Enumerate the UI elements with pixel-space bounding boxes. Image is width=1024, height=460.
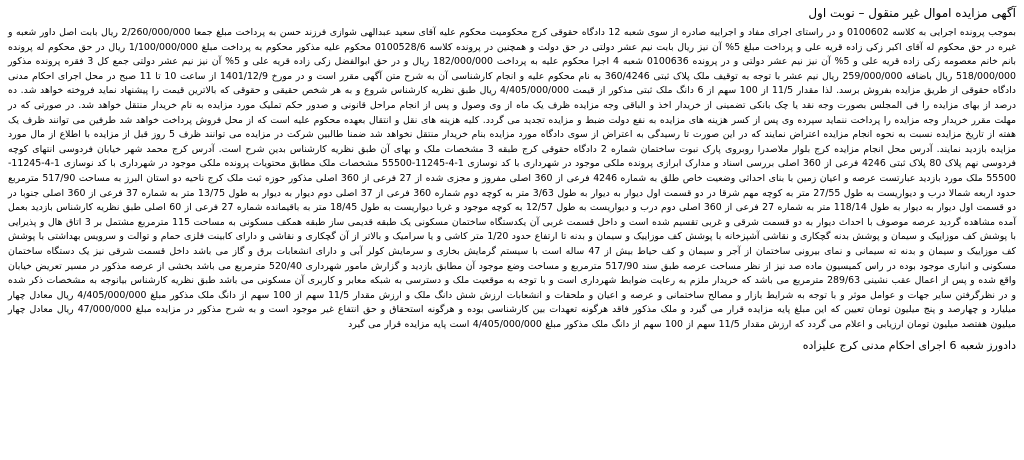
notice-title: آگهی مزایده اموال غیر منقول – نوبت اول [808, 6, 1016, 20]
notice-body: بموجب پرونده اجرایی به کلاسه 0100602 و در راستای اجرای مفاد و اجراییه صادره از سوی شعبه 12 دادگاه حقوقی کرج محکومیت محکوم علیه آقای سعید عبدالهی شوازی فرزند حسن به پرداخت مبلغ جمعا 2/260/000/000 ریال بابت اصل داور شعبه و غیره در حق محکوم له آقای اکبر زکی زاده قریه علی و پرداخت مبلغ 5% آن نیز ریال بابت نیم عشر دولتی در حق دولت و همچنین در پرونده کلاسه 0100528/6 محکوم علیه مذکور محکوم به پرداخت مبلغ 1/100/000/000 ریال در حق محکوم له پرونده بانم خانم معصومه زکی زاده قریه علی و 5% آن نیز نیم عشر دولتی و در پرونده 0100636 شعبه 4 اجرا محکوم علیه به پرداخت 182/000/000 ریال و در حق ابوالفضل زکی زاده قریه علی و 5% آن نیز نیم عشر دولتی جمع کل 3 فقره پرونده مذکور 518/000/000 ریال باضافه 259/000/000 ریال نیم عشر با توجه به توقیف ملک پلاک ثبتی 360/4246 به نام محکوم علیه و انجام کارشناسی آن به شرح متن آگهی مقرر است و در مورخ 1401/12/9 از ساعت 10 تا 11 صبح در محل اجرای احکام مدنی دادگاه حقوقی از طریق مزایده بفروش برسد. لذا مقدار 11/5 از 100 سهم از 6 دانگ ملک ثبتی مذکور از قیمت 4/405/000/000 ریال طبق نظریه کارشناس شروع و به هر شخص حقیقی و حقوقی که بالاترین قیمت را پیشنهاد نماید فروخته خواهد شد. ده درصد از بهای مزایده را فی المجلس بصورت وجه نقد یا چک بانکی تضمینی از خریدار اخذ و الباقی وجه مزایده ظرف یک ماه از وی وصول و پس از انجام مراحل قانونی و صدور حکم تملیک مورد مزایده به نام خریدار منتقل خواهد شد. در صورتی که در مهلت مقرر خریدار وجه مزایده را پرداخت ننماید سپرده وی پس از کسر هزینه های مزایده به نفع دولت ضبط و مزایده تجدید می گردد. کلیه هزینه های نقل و انتقال بعهده محکوم علیه است که از محل فروش پرداخت خواهد شد طرفین می توانند ظرف یک هفته از تاریخ مزایده نسبت به نحوه انجام مزایده اعتراض نمایند که در این صورت تا رسیدگی به اعتراض از سوی دادگاه مورد مزایده بنام خریدار منتقل نخواهد شد ضمنا طالبین شرکت در مزایده می توانند ظرف 5 روز قبل از مزایده با اطلاع از مال مورد مزایده بازدید نمایند. آدرس محل انجام مزایده کرج بلوار ملاصدرا روبروی پارک نبوت ساختمان شماره 2 دادگاه حقوقی کرج طبقه 3 مشخصات ملک و بهای آن طبق نظریه کارشناس بدین شرح است. آدرس کرج محمد شهر خیابان فردوسی انتهای کوچه فردوسی نهم پلاک 80 پلاک ثبتی 4246 فرعی از 360 اصلی بررسی اسناد و مدارک ابرازی پرونده ملکی موجود در شهرداری با کد نوسازی 1-4-11245-55500 مشخصات ملک مطابق محتویات پرونده ملکی موجود در شهرداری با کد نوسازی 1-4-11245-55500 ملک مورد بازدید عبارتست عرصه و اعیان زمین با بنای احداثی وضعیت خاص طلق به شماره 4246 فرعی از 360 اصلی مفروز و مجزی شده از 27 فرعی از 360 اصلی مذکور حوزه ثبت ملک کرج ناحیه دو استان البرز به مساحت 517/90 مترمربع حدود اربعه شمالا درب و دیواریست به طول 27/55 متر به کوچه مهم شرقا در دو قسمت اول دیوار به دیوار به طول 3/63 متر به کوچه دوم شماره 360 فرعی از 37 اصلی دوم دیوار به دیوار به طول 13/75 متر به شماره 37 فرعی از 360 اصلی جنوبا در دو قسمت اول دیوار به دیوار به طول 118/14 متر به شماره 27 فرعی از 360 اصلی دوم درب و دیواریست به طول 12/57 به کوچه موجود و غربا دیواریست به طول 18/45 متر به باقیمانده شماره 27 فرعی از 60 اصلی طبق نظریه کارشناس بازدید بعمل آمده مشاهده گردید عرصه موصوف با احداث دیوار به دو قسمت شرقی و غربی تقسیم شده است و داخل قسمت غربی آن یکدستگاه ساختمان مسکونی یک طبقه قدیمی ساز طبقه همکف مسکونی به مساحت 115 مترمربع مشتمل بر 3 اتاق هال و پذیرایی با پوشش کف موزاییک و سیمان و پوشش بدنه گچکاری و نقاشی آشپزخانه با پوشش کف موزاییک و سیمان و بدنه تا ارتفاع حدود 1/20 متر کاشی و یا سرامیک و بالاتر از آن گچکاری و نقاشی و دارای کابینت فلزی حمام و توالت و سرویس بهداشتی با پوشش کف موزاییک و سیمان و بدنه ته سیمانی و نمای بیرونی ساختمان از آجر و سیمان و کف حیاط بیش از 47 ساله است با سیستم گرمایش بخاری و سرمایش کولر آبی و دارای انشعابات برق و گاز می باشد داخل قسمت شرقی نیز یک دستگاه ساختمان مسکونی و انباری موجود بوده در راس کمیسیون ماده صد نیز از نظر مساحت عرصه طبق سند 517/90 مترمربع و مساحت وضع موجود آن مطابق بازدید و گزارش مامور شهرداری 520/40 مترمربع می باشد بخشی از عرصه مذکور در مسیر تعریض خیابان واقع شده و پس از اعمال عقب نشینی 289/63 مترمربع می باشد که خریدار ملزم به رعایت ضوابط شهرداری است و با توجه به موقعیت ملک و دسترسی به شبکه معابر و کاربری آن مسکونی می باشد طبق نظریه کارشناس بیانوجه به مشخصات ذکر شده و در نظرگرفتن سایر جهات و عوامل موثر و با توجه به شرایط بازار و مصالح ساختمانی و عرصه و اعیان و ملحقات و انشعابات ارزش شش دانگ ملک و ارزش مقدار 11/5 سهم از 100 سهم از دانگ ملک مذکور مبلغ 4/405/000/000 ریال معادل چهار میلیارد و چهارصد و پنج میلیون تومان تعیین که این مبلغ پایه مزایده قرار می گیرد و ملک مذکور فاقد هرگونه تعهدات بین کارشناسی بوده و هرگونه استحقاق و حق انتفاع غیر موجود است و به شرح مذکور در مزایده مبلغ 47/000/000 ریال معادل چهار میلیون هفتصد میلیون تومان ارزیابی و اعلام می گردد که ارزش مقدار 11/5 سهم از 100 سهم از دانگ ملک مذکور مبلغ 4/405/000/000 است پایه مزایده قرار می گیرد [8, 27, 1017, 330]
notice-signature: دادورز شعبه 6 اجرای احکام مدنی کرج علیزاده [802, 339, 1016, 353]
